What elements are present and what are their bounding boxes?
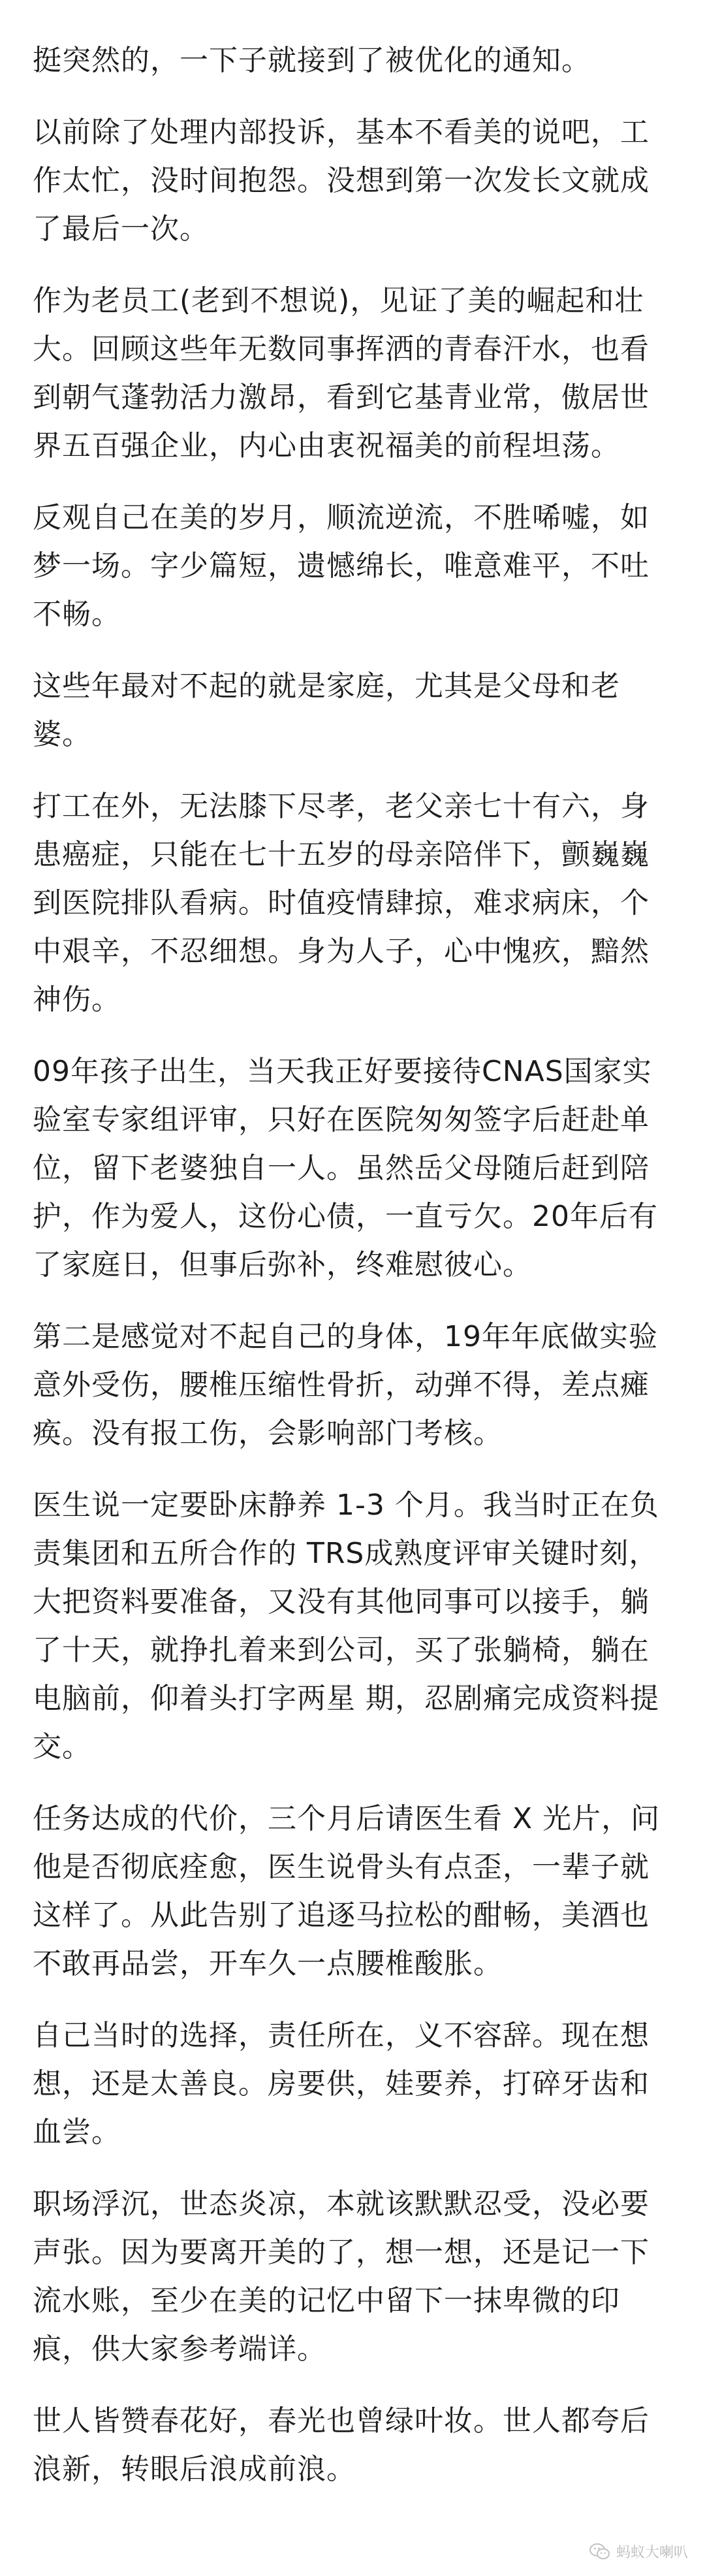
article-paragraph-13: 世人皆赞春花好，春光也曾绿叶妆。世人都夸后浪新，转眼后浪成前浪。 (33, 2404, 650, 2486)
article-paragraph-5: 这些年最对不起的就是家庭，尤其是父母和老婆。 (33, 669, 620, 751)
article-paragraph-11: 自己当时的选择，责任所在，义不容辞。现在想想，还是太善良。房要供，娃要养，打碎牙齿和血尝。 (33, 2019, 650, 2149)
article-paragraph-1: 挺突然的，一下子就接到了被优化的通知。 (33, 44, 591, 77)
article-paragraph-2: 以前除了处理内部投诉，基本不看美的说吧，工作太忙，没时间抱怨。没想到第一次发长文就成了最后一次。 (33, 116, 650, 246)
watermark (589, 2541, 688, 2562)
article-paragraph-3: 作为老员工(老到不想说)，见证了美的崛起和壮大。回顾这些年无数同事挥洒的青春汗水，也看到朝气蓬勃活力激昂，看到它基青业常，傲居世界五百强企业，内心由衷祝福美的前程坦荡。 (33, 284, 650, 462)
article-paragraph-9: 医生说一定要卧床静养 1-3 个月。我当时正在负责集团和五所合作的 TRS成熟度评审关键时刻，大把资料要准备，又没有其他同事可以接手，躺了十天，就挣扎着来到公司，买了张躺椅，躺在电脑前，仰着头打字两星 期，忍剧痛完成资料提交。 (33, 1489, 659, 1763)
watermark-text: 蚂蚁大喇叭 (616, 2545, 688, 2561)
article-paragraph-7: 09年孩子出生，当天我正好要接待CNAS国家实验室专家组评审，只好在医院匆匆签字后赶赴单位，留下老婆独自一人。虽然岳父母随后赶到陪护，作为爱人，这份心债，一直亏欠。20年后有了家庭日，但事后弥补，终难慰彼心。 (33, 1055, 658, 1281)
article-paragraph-8: 第二是感觉对不起自己的身体，19年年底做实验意外受伤，腰椎压缩性骨折，动弹不得，差点瘫痪。没有报工伤，会影响部门考核。 (33, 1320, 658, 1450)
article-paragraph-6: 打工在外，无法膝下尽孝，老父亲七十有六，身患癌症，只能在七十五岁的母亲陪伴下，颤巍巍到医院排队看病。时值疫情肆掠，难求病床，个中艰辛，不忍细想。身为人子，心中愧疚，黯然神伤。 (33, 790, 650, 1016)
article-paragraph-10: 任务达成的代价，三个月后请医生看 X 光片，问他是否彻底痊愈，医生说骨头有点歪，一辈子就这样了。从此告别了追逐马拉松的酣畅，美酒也不敢再品尝，开车久一点腰椎酸胀。 (33, 1802, 661, 1980)
article-paragraph-12: 职场浮沉，世态炎凉，本就该默默忍受，没必要声张。因为要离开美的了，想一想，还是记一下流水账，至少在美的记忆中留下一抹卑微的印痕，供大家参考端详。 (33, 2187, 650, 2366)
wechat-icon (589, 2542, 611, 2562)
article-paragraph-4: 反观自己在美的岁月，顺流逆流，不胜唏嘘，如梦一场。字少篇短，遗憾绵长，唯意难平，不吐不畅。 (33, 501, 650, 631)
